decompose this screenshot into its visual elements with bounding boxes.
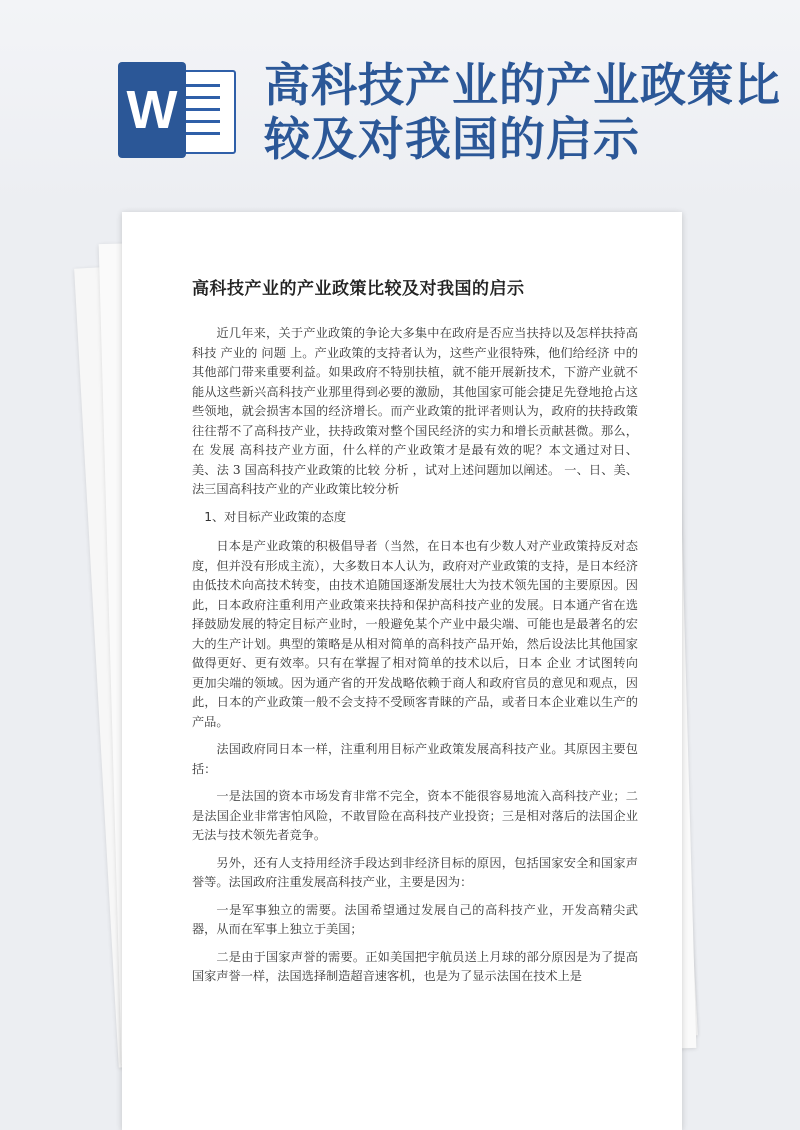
document-title: 高科技产业的产业政策比较及对我国的启示: [192, 279, 525, 299]
section-heading: 1、对目标产业政策的态度: [204, 509, 347, 524]
document-page: [122, 212, 682, 1130]
paragraph-japan: 日本是产业政策的积极倡导者（当然，在日本也有少数人对产业政策持反对态度，但并没有形成主流），大多数日本人认为，政府对产业政策的支持，是日本经济由低技术向高技术转变，由技术追随国逐渐发展壮大为技术领先国的主要原因。因此，日本政府注重利用产业政策来扶持和保护高科技产业的发展。日本通产省在选择鼓励发展的特定目标产业时，一般避免某个产业中最尖端、可能也是最著名的宏大的生产计划。典型的策略是从相对简单的高科技产品开始，然后设法比其他国家做得更好、更有效率。只有在掌握了相对简单的技术以后，日本 企业 才试图转向更加尖端的领域。因为通产省的开发战略依赖于商人和政府官员的意见和观点，因此，日本的产业政策一般不会支持不受顾客青睐的产品，或者日本企业难以生产的产品。: [192, 539, 638, 729]
paragraph-prestige: 二是由于国家声誉的需要。正如美国把宇航员送上月球的部分原因是为了提高国家声誉一样，法国选择制造超音速客机，也是为了显示法国在技术上是: [192, 949, 638, 983]
paragraph-other-reasons: 另外，还有人支持用经济手段达到非经济目标的原因，包括国家安全和国家声誉等。法国政府注重发展高科技产业，主要是因为：: [192, 855, 638, 889]
paragraph-intro: 近几年来，关于产业政策的争论大多集中在政府是否应当扶持以及怎样扶持高 科技 产业的 问题 上。产业政策的支持者认为，这些产业很特殊，他们给经济 中的其他部门带来重要利益。如果政府不特别扶植，就不能开展新技术，下游产业就不能从这些新兴高科技产业那里得到必要的激励，其他国家可能会捷足先登地抢占这些领地，就会损害本国的经济增长。而产业政策的批评者则认为，政府的扶持政策往往帮不了高科技产业，扶持政策对整个国民经济的实力和增长贡献甚微。那么，在 发展 高科技产业方面，什么样的产业政策才是最有效的呢？本文通过对日、美、法 3 国高科技产业政策的比较 分析 ，试对上述问题加以阐述。 一、日、美、法三国高科技产业的产业政策比较分析: [192, 326, 638, 496]
banner-title: 高科技产业的产业政策比较及对我国的启示: [264, 58, 781, 166]
paragraph-reasons: 一是法国的资本市场发育非常不完全，资本不能很容易地流入高科技产业；二是法国企业非常害怕风险，不敢冒险在高科技产业投资；三是相对落后的法国企业无法与技术领先者竞争。: [192, 789, 638, 842]
paragraph-military: 一是军事独立的需要。法国希望通过发展自己的高科技产业，开发高精尖武器，从而在军事上独立于美国；: [192, 902, 638, 936]
document-body: [192, 324, 638, 995]
paragraph-france: 法国政府同日本一样，注重利用目标产业政策发展高科技产业。其原因主要包括：: [192, 742, 638, 776]
word-letter-icon: W: [118, 62, 186, 158]
word-document-icon: [118, 62, 236, 158]
banner: [0, 0, 800, 210]
